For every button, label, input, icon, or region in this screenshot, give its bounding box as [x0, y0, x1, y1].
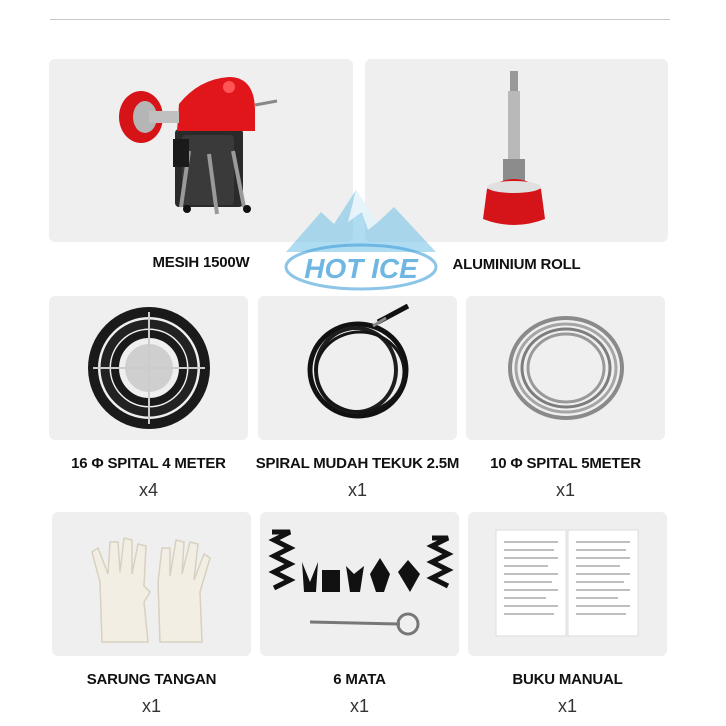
manual-booklet-image	[468, 512, 667, 656]
product-qty-cutters: x1	[349, 696, 369, 716]
product-card-cutters[interactable]	[260, 512, 459, 656]
product-qty-spiral-16: x4	[138, 480, 158, 500]
cutter-heads-image	[260, 512, 459, 656]
product-label-spiral-16: 16 Φ SPITAL 4 METER	[71, 455, 226, 472]
top-divider	[50, 19, 670, 20]
product-label-gloves: SARUNG TANGAN	[86, 671, 217, 688]
product-label-manual: BUKU MANUAL	[512, 671, 623, 688]
product-label-machine: MESIH 1500W	[152, 254, 250, 271]
product-card-spiral-16[interactable]	[49, 296, 248, 440]
hot-ice-watermark	[276, 182, 446, 302]
coiled-cable-image	[49, 296, 248, 440]
product-label-cutters: 6 MATA	[333, 671, 386, 688]
product-qty-spiral-10: x1	[555, 480, 575, 500]
product-qty-manual: x1	[557, 696, 577, 716]
steel-cable-image	[466, 296, 665, 440]
product-label-spiral-10: 10 Φ SPITAL 5METER	[490, 455, 641, 472]
product-label-aluminium-roll: ALUMINIUM ROLL	[452, 256, 581, 273]
product-label-flexible-spiral: SPIRAL MUDAH TEKUK 2.5M	[255, 455, 460, 472]
product-card-manual[interactable]	[468, 512, 667, 656]
flexible-cable-image	[258, 296, 457, 440]
product-card-spiral-10[interactable]	[466, 296, 665, 440]
product-qty-gloves: x1	[141, 696, 161, 716]
product-qty-flexible-spiral: x1	[347, 480, 367, 500]
product-card-flexible-spiral[interactable]	[258, 296, 457, 440]
watermark-text: HOT ICE	[304, 253, 418, 284]
gloves-image	[52, 512, 251, 656]
product-card-gloves[interactable]	[52, 512, 251, 656]
